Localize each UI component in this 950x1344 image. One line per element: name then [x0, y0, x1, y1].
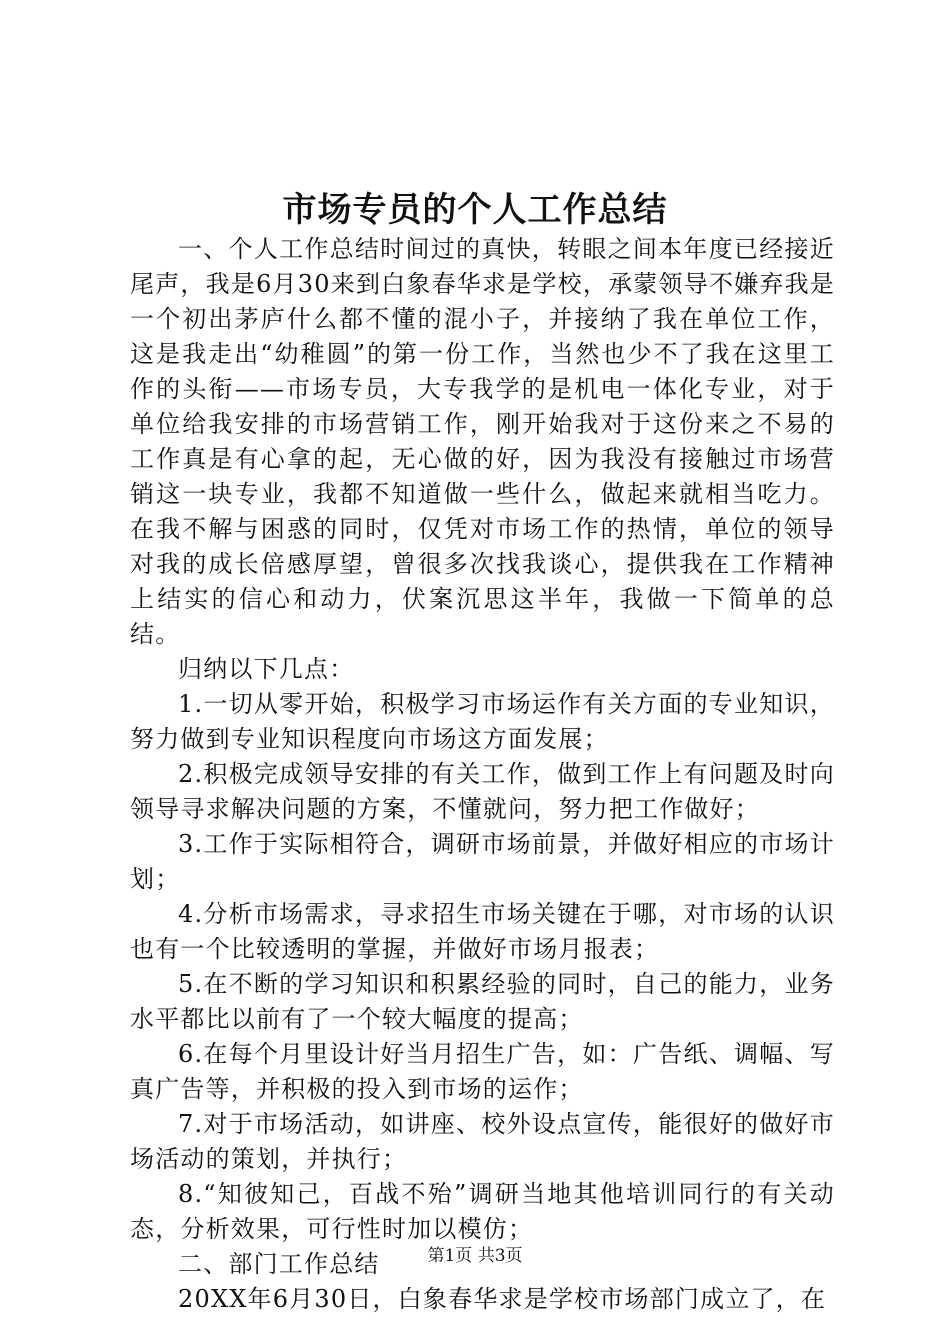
- list-item: 4.分析市场需求，寻求招生市场关键在于哪，对市场的认识也有一个比较透明的掌握，并做好市场月报表；: [130, 900, 835, 963]
- list-item: 1.一切从零开始，积极学习市场运作有关方面的专业知识，努力做到专业知识程度向市场这方面发展；: [130, 690, 835, 753]
- document-body: [130, 232, 835, 1317]
- list-item: 6.在每个月里设计好当月招生广告，如：广告纸、调幅、写真广告等，并积极的投入到市场的运作；: [130, 1040, 835, 1103]
- list-item: 5.在不断的学习知识和积累经验的同时，自己的能力，业务水平都比以前有了一个较大幅度的提高；: [130, 970, 835, 1033]
- section-heading: 二、部门工作总结: [178, 1250, 380, 1278]
- list-item: 8.“知彼知己，百战不殆”调研当地其他培训同行的有关动态，分析效果，可行性时加以模仿；: [130, 1180, 835, 1243]
- paragraph-summary-heading: 归纳以下几点：: [178, 655, 355, 683]
- paragraph-intro: 一、个人工作总结时间过的真快，转眼之间本年度已经接近尾声，我是6月30来到白象春华求是学校，承蒙领导不嫌弃我是一个初出茅庐什么都不懂的混小子，并接纳了我在单位工作，这是我走出“幼稚圆”的第一份工作，当然也少不了我在这里工作的头衔——市场专员，大专我学的是机电一体化专业，对于单位给我安排的市场营销工作，刚开始我对于这份来之不易的工作真是有心拿的起，无心做的好，因为我没有接触过市场营销这一块专业，我都不知道做一些什么，做起来就相当吃力。在我不解与困惑的同时，仅凭对市场工作的热情，单位的领导对我的成长倍感厚望，曾很多次找我谈心，提供我在工作精神上结实的信心和动力，伏案沉思这半年，我做一下简单的总结。: [130, 235, 835, 648]
- list-item: 7.对于市场活动，如讲座、校外设点宣传，能很好的做好市场活动的策划，并执行；: [130, 1110, 835, 1173]
- list-item: 2.积极完成领导安排的有关工作，做到工作上有问题及时向领导寻求解决问题的方案，不懂就问，努力把工作做好；: [130, 760, 835, 823]
- document-title: 市场专员的个人工作总结: [282, 190, 668, 230]
- paragraph-department: 20XX年6月30日，白象春华求是学校市场部门成立了，在: [178, 1285, 827, 1313]
- page-number: 第1页 共3页: [427, 1246, 523, 1266]
- list-item: 3.工作于实际相符合，调研市场前景，并做好相应的市场计划；: [130, 830, 835, 893]
